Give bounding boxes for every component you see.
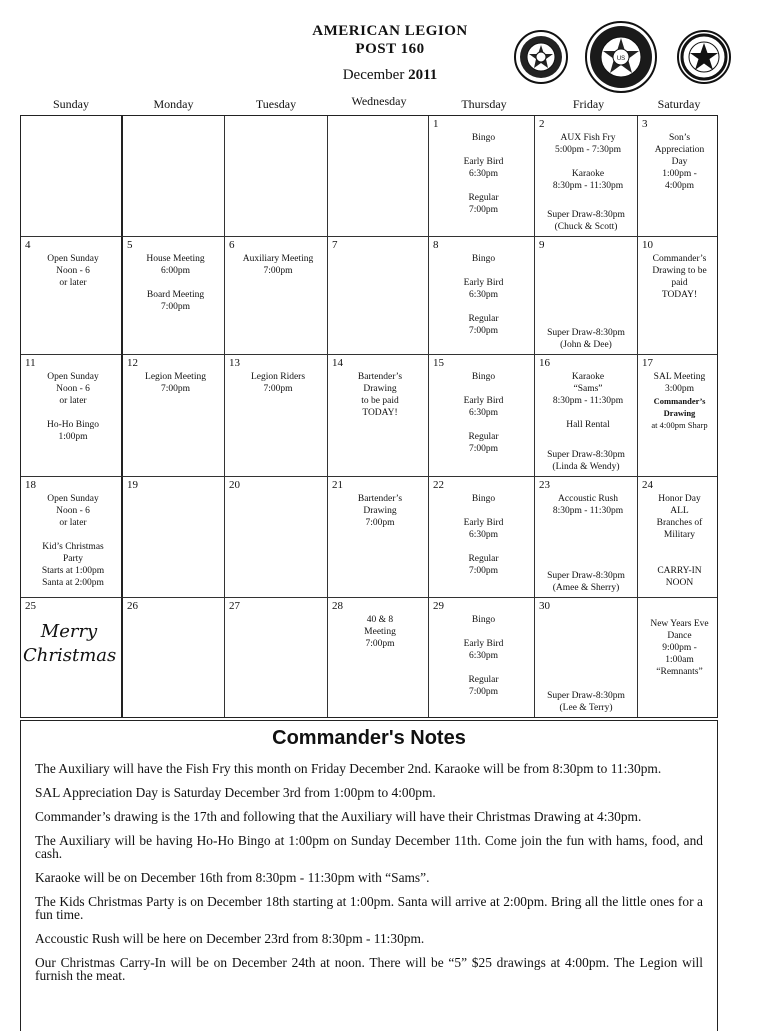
event-line: Santa at 2:00pm bbox=[42, 578, 104, 588]
event-line: Early Bird bbox=[463, 157, 504, 167]
calendar-day-cell bbox=[429, 116, 535, 237]
weekday-thursday: Thursday bbox=[461, 97, 507, 111]
event-line: 7:00pm bbox=[365, 639, 395, 649]
merry-christmas-text: Merry bbox=[40, 621, 98, 642]
event-line: Auxiliary Meeting bbox=[242, 254, 314, 264]
weekday-wednesday: Wednesday bbox=[351, 94, 407, 108]
event-line: Ho-Ho Bingo bbox=[47, 420, 99, 430]
event-line: 7:00pm bbox=[160, 302, 191, 312]
event-line: CARRY-IN bbox=[657, 566, 702, 576]
event-line: Open Sunday bbox=[47, 372, 99, 382]
event-line bbox=[439, 419, 528, 431]
day-number: 30 bbox=[539, 600, 550, 612]
event-line: Bingo bbox=[471, 372, 496, 382]
day-number: 13 bbox=[229, 357, 240, 369]
event-line: 6:30pm bbox=[468, 651, 499, 661]
note-paragraph: The Auxiliary will have the Fish Fry this month on Friday December 2nd. Karaoke will be from 8:30pm to 11:30pm. bbox=[35, 761, 662, 776]
weekday-monday: Monday bbox=[153, 97, 194, 111]
event-line: 7:00pm bbox=[365, 518, 395, 528]
day-events bbox=[31, 253, 115, 289]
event-line bbox=[133, 277, 218, 289]
super-draw-line: (Amee & Sherry) bbox=[552, 583, 620, 593]
day-number: 8 bbox=[433, 239, 439, 251]
calendar-day-cell bbox=[21, 598, 123, 717]
commanders-notes bbox=[20, 720, 718, 1031]
note-paragraph: Our Christmas Carry-In will be on December 24th at noon. There will be “5” $25 drawings at 4:00pm. The Legion will furnish the meat. bbox=[35, 955, 703, 983]
super-draw bbox=[537, 449, 635, 473]
day-events bbox=[648, 253, 711, 301]
event-line: Karaoke bbox=[571, 169, 605, 179]
event-line: or later bbox=[59, 278, 87, 288]
event-line: 6:00pm bbox=[160, 266, 191, 276]
event-line: 7:00pm bbox=[468, 566, 499, 576]
day-number: 12 bbox=[127, 357, 138, 369]
event-line bbox=[439, 505, 528, 517]
event-line: Open Sunday bbox=[47, 254, 99, 264]
super-draw-line: Super Draw-8:30pm bbox=[547, 691, 625, 701]
calendar-day-cell bbox=[328, 477, 429, 598]
event-line: 7:00pm bbox=[468, 687, 499, 697]
calendar-day-cell bbox=[429, 477, 535, 598]
event-line: Noon - 6 bbox=[56, 384, 90, 394]
event-line: Bartender’s bbox=[357, 494, 403, 504]
post-number: POST 160 bbox=[355, 41, 425, 57]
calendar-day-cell bbox=[638, 237, 717, 355]
calendar-day-cell bbox=[535, 237, 638, 355]
calendar-day-cell bbox=[535, 116, 638, 237]
calendar-day-cell bbox=[638, 116, 717, 237]
event-line: Accoustic Rush bbox=[558, 494, 618, 504]
calendar-day-cell bbox=[123, 598, 225, 717]
event-line: Hall Rental bbox=[566, 420, 610, 430]
calendar-day-cell bbox=[21, 116, 123, 237]
day-number: 24 bbox=[642, 479, 653, 491]
merry-christmas-text: Christmas bbox=[23, 645, 117, 666]
day-number: 14 bbox=[332, 357, 343, 369]
day-number: 29 bbox=[433, 600, 444, 612]
day-events bbox=[648, 371, 711, 431]
day-number: 27 bbox=[229, 600, 240, 612]
weekday-header bbox=[20, 94, 718, 114]
event-line: Kid’s Christmas bbox=[42, 542, 104, 552]
super-draw bbox=[537, 570, 635, 594]
super-draw-line: (Chuck & Scott) bbox=[554, 222, 618, 232]
calendar-day-cell bbox=[429, 355, 535, 477]
event-line: Honor Day bbox=[658, 494, 701, 504]
event-line: House Meeting bbox=[146, 254, 205, 264]
event-line: 6:30pm bbox=[468, 290, 499, 300]
calendar-day-cell bbox=[21, 237, 123, 355]
calendar-grid bbox=[20, 115, 718, 718]
day-events bbox=[31, 371, 115, 443]
day-number: 7 bbox=[332, 239, 338, 251]
event-line: TODAY! bbox=[661, 290, 698, 300]
event-line: or later bbox=[59, 396, 87, 406]
event-line: Drawing to be paid bbox=[652, 266, 707, 288]
day-number: 16 bbox=[539, 357, 550, 369]
event-line: ALL bbox=[670, 506, 689, 516]
event-line: Early Bird bbox=[463, 278, 504, 288]
event-line: 7:00pm bbox=[263, 384, 293, 394]
day-events bbox=[133, 253, 218, 313]
day-number: 10 bbox=[642, 239, 653, 251]
event-line: 8:30pm - 11:30pm bbox=[552, 181, 624, 191]
event-line: to be paid bbox=[361, 396, 399, 406]
day-events bbox=[338, 371, 422, 419]
calendar-day-cell bbox=[535, 598, 638, 717]
event-line: Early Bird bbox=[463, 396, 504, 406]
event-line: Drawing bbox=[363, 384, 397, 394]
calendar-day-cell bbox=[429, 598, 535, 717]
day-number: 2 bbox=[539, 118, 545, 130]
event-line bbox=[439, 180, 528, 192]
event-line: 3:00pm bbox=[664, 384, 695, 394]
super-draw-line: Super Draw-8:30pm bbox=[547, 328, 625, 338]
day-events bbox=[439, 614, 528, 698]
event-line: NOON bbox=[665, 578, 694, 588]
event-line: Branches of Military bbox=[656, 518, 703, 540]
event-line: Meeting bbox=[364, 627, 396, 637]
day-events bbox=[31, 493, 115, 589]
event-line bbox=[545, 156, 631, 168]
notes-body bbox=[21, 750, 717, 982]
event-line: 6:30pm bbox=[468, 530, 499, 540]
calendar-day-cell bbox=[535, 477, 638, 598]
calendar-day-cell bbox=[535, 355, 638, 477]
sons-of-legion-emblem-icon bbox=[513, 24, 569, 90]
calendar-day-cell bbox=[123, 477, 225, 598]
event-line: Commander’s bbox=[652, 254, 707, 264]
event-line: 7:00pm bbox=[468, 205, 499, 215]
note-paragraph: The Auxiliary will be having Ho-Ho Bingo at 1:00pm on Sunday December 11th. Come join the fun with hams, food, and cash. bbox=[35, 833, 703, 861]
event-line: 1:00pm - 4:00pm bbox=[662, 169, 697, 191]
day-number: 1 bbox=[433, 118, 439, 130]
event-line: Noon - 6 bbox=[56, 506, 90, 516]
day-number: 25 bbox=[25, 600, 36, 612]
event-line: Regular bbox=[468, 554, 499, 564]
day-events bbox=[133, 371, 218, 395]
day-events bbox=[338, 614, 422, 650]
event-line: 8:30pm - 11:30pm bbox=[552, 506, 624, 516]
super-draw-line: Super Draw-8:30pm bbox=[547, 210, 625, 220]
event-line: “Remnants” bbox=[656, 667, 703, 677]
day-number: 15 bbox=[433, 357, 444, 369]
event-line: or later bbox=[59, 518, 87, 528]
event-line bbox=[545, 407, 631, 419]
day-events bbox=[439, 493, 528, 577]
event-line: TODAY! bbox=[362, 408, 398, 418]
day-number: 20 bbox=[229, 479, 240, 491]
day-events bbox=[545, 493, 631, 517]
notes-title: Commander's Notes bbox=[272, 727, 466, 749]
calendar-day-cell bbox=[225, 237, 328, 355]
calendar-day-cell bbox=[123, 237, 225, 355]
event-line: Bingo bbox=[471, 615, 496, 625]
day-number: 4 bbox=[25, 239, 31, 251]
calendar-day-cell bbox=[21, 355, 123, 477]
day-events bbox=[648, 132, 711, 192]
day-number: 9 bbox=[539, 239, 545, 251]
calendar-day-cell bbox=[123, 116, 225, 237]
month-year bbox=[290, 66, 490, 84]
event-line: Board Meeting bbox=[146, 290, 205, 300]
calendar-day-cell bbox=[328, 598, 429, 717]
event-line bbox=[31, 529, 115, 541]
event-line: 7:00pm bbox=[160, 384, 191, 394]
event-line: New Years Eve bbox=[650, 619, 709, 629]
event-line: 8:30pm - 11:30pm bbox=[552, 396, 624, 406]
super-draw-line: Super Draw-8:30pm bbox=[547, 450, 625, 460]
calendar-day-cell bbox=[328, 116, 429, 237]
calendar-day-cell bbox=[225, 477, 328, 598]
day-number: 17 bbox=[642, 357, 653, 369]
day-events bbox=[235, 253, 321, 277]
event-line: “Sams” bbox=[573, 384, 603, 394]
calendar-day-cell bbox=[328, 237, 429, 355]
event-line: Legion Meeting bbox=[145, 372, 206, 382]
weekday-sunday: Sunday bbox=[53, 97, 89, 111]
american-legion-emblem-icon bbox=[584, 20, 658, 94]
calendar-day-cell bbox=[21, 477, 123, 598]
event-line: Noon - 6 bbox=[56, 266, 90, 276]
event-line: Bartender’s bbox=[357, 372, 403, 382]
note-paragraph: Commander’s drawing is the 17th and following that the Auxiliary will have their Christmas Drawing at 4:30pm. bbox=[35, 809, 642, 824]
event-line bbox=[439, 626, 528, 638]
event-line: 1:00pm bbox=[58, 432, 88, 442]
day-events bbox=[648, 493, 711, 589]
event-line bbox=[439, 144, 528, 156]
event-line: Legion Riders bbox=[250, 372, 306, 382]
day-number: 19 bbox=[127, 479, 138, 491]
calendar-day-cell bbox=[429, 237, 535, 355]
org-title bbox=[290, 22, 490, 58]
event-line: 7:00pm bbox=[468, 444, 499, 454]
super-draw-line: (Linda & Wendy) bbox=[552, 462, 620, 472]
auxiliary-emblem-icon bbox=[676, 24, 732, 90]
event-line: Commander’s Drawing bbox=[653, 396, 706, 418]
note-paragraph: Karaoke will be on December 16th from 8:30pm - 11:30pm with “Sams”. bbox=[35, 870, 430, 885]
event-line: Appreciation Day bbox=[654, 145, 705, 167]
event-line: 5:00pm - 7:30pm bbox=[555, 145, 621, 155]
event-line bbox=[31, 407, 115, 419]
note-paragraph: The Kids Christmas Party is on December 18th starting at 1:00pm. Santa will arrive at 2:00pm. Bring all the little ones for a fun time. bbox=[35, 894, 703, 922]
event-line: Regular bbox=[468, 193, 499, 203]
day-events bbox=[439, 132, 528, 216]
event-line: Early Bird bbox=[463, 518, 504, 528]
event-line: Starts at 1:00pm bbox=[41, 566, 105, 576]
event-line bbox=[648, 553, 711, 565]
event-line: SAL Meeting bbox=[653, 372, 706, 382]
event-line bbox=[439, 383, 528, 395]
org-name: AMERICAN LEGION bbox=[312, 23, 468, 39]
event-line: Karaoke bbox=[571, 372, 605, 382]
event-line: 6:30pm bbox=[468, 408, 499, 418]
event-line: Dance bbox=[667, 631, 692, 641]
event-line bbox=[439, 301, 528, 313]
event-line: 9:00pm - 1:00am bbox=[662, 643, 697, 665]
day-number: 5 bbox=[127, 239, 133, 251]
event-line: Regular bbox=[468, 432, 499, 442]
calendar-day-cell bbox=[123, 355, 225, 477]
event-line bbox=[648, 541, 711, 553]
super-draw bbox=[537, 690, 635, 714]
day-events bbox=[545, 132, 631, 192]
calendar-day-cell bbox=[328, 355, 429, 477]
event-line: Son’s bbox=[668, 133, 691, 143]
event-line: 7:00pm bbox=[468, 326, 499, 336]
calendar-day-cell bbox=[638, 598, 717, 717]
event-line: Bingo bbox=[471, 494, 496, 504]
event-line: 40 & 8 bbox=[366, 615, 394, 625]
day-events bbox=[235, 371, 321, 395]
day-events bbox=[439, 253, 528, 337]
day-events bbox=[648, 618, 711, 678]
event-line: Bingo bbox=[471, 254, 496, 264]
page-header bbox=[0, 0, 768, 96]
day-events bbox=[545, 371, 631, 431]
day-number: 28 bbox=[332, 600, 343, 612]
event-line: Bingo bbox=[471, 133, 496, 143]
event-line: 6:30pm bbox=[468, 169, 499, 179]
event-line: Early Bird bbox=[463, 639, 504, 649]
day-events bbox=[23, 620, 115, 668]
calendar-day-cell bbox=[225, 355, 328, 477]
event-line: 7:00pm bbox=[263, 266, 293, 276]
year-label: 2011 bbox=[408, 67, 438, 83]
day-number: 3 bbox=[642, 118, 648, 130]
day-number: 11 bbox=[25, 357, 36, 369]
super-draw bbox=[537, 327, 635, 351]
day-events bbox=[439, 371, 528, 455]
month-label: December bbox=[342, 67, 405, 83]
day-number: 6 bbox=[229, 239, 235, 251]
weekday-friday: Friday bbox=[572, 97, 605, 111]
day-number: 26 bbox=[127, 600, 138, 612]
event-line bbox=[439, 541, 528, 553]
super-draw-line: (John & Dee) bbox=[560, 340, 612, 350]
day-number: 18 bbox=[25, 479, 36, 491]
day-number: 22 bbox=[433, 479, 444, 491]
event-line: at 4:00pm Sharp bbox=[651, 420, 708, 430]
calendar-day-cell bbox=[225, 116, 328, 237]
day-events bbox=[338, 493, 422, 529]
event-line: Regular bbox=[468, 675, 499, 685]
event-line: Open Sunday bbox=[47, 494, 99, 504]
event-line bbox=[439, 662, 528, 674]
event-line: Party bbox=[62, 554, 84, 564]
event-line bbox=[439, 265, 528, 277]
day-number: 21 bbox=[332, 479, 343, 491]
note-paragraph: Accoustic Rush will be here on December 23rd from 8:30pm - 11:30pm. bbox=[35, 931, 425, 946]
event-line: Drawing bbox=[363, 506, 397, 516]
weekday-tuesday: Tuesday bbox=[255, 97, 297, 111]
super-draw-line: (Lee & Terry) bbox=[559, 703, 613, 713]
svg-text:US: US bbox=[616, 56, 626, 62]
note-paragraph: SAL Appreciation Day is Saturday December 3rd from 1:00pm to 4:00pm. bbox=[35, 785, 436, 800]
calendar-day-cell bbox=[638, 355, 717, 477]
super-draw-line: Super Draw-8:30pm bbox=[547, 571, 625, 581]
event-line: Regular bbox=[468, 314, 499, 324]
day-number: 23 bbox=[539, 479, 550, 491]
calendar-day-cell bbox=[638, 477, 717, 598]
super-draw bbox=[537, 209, 635, 233]
calendar-day-cell bbox=[225, 598, 328, 717]
weekday-saturday: Saturday bbox=[657, 97, 701, 111]
event-line: AUX Fish Fry bbox=[560, 133, 616, 143]
